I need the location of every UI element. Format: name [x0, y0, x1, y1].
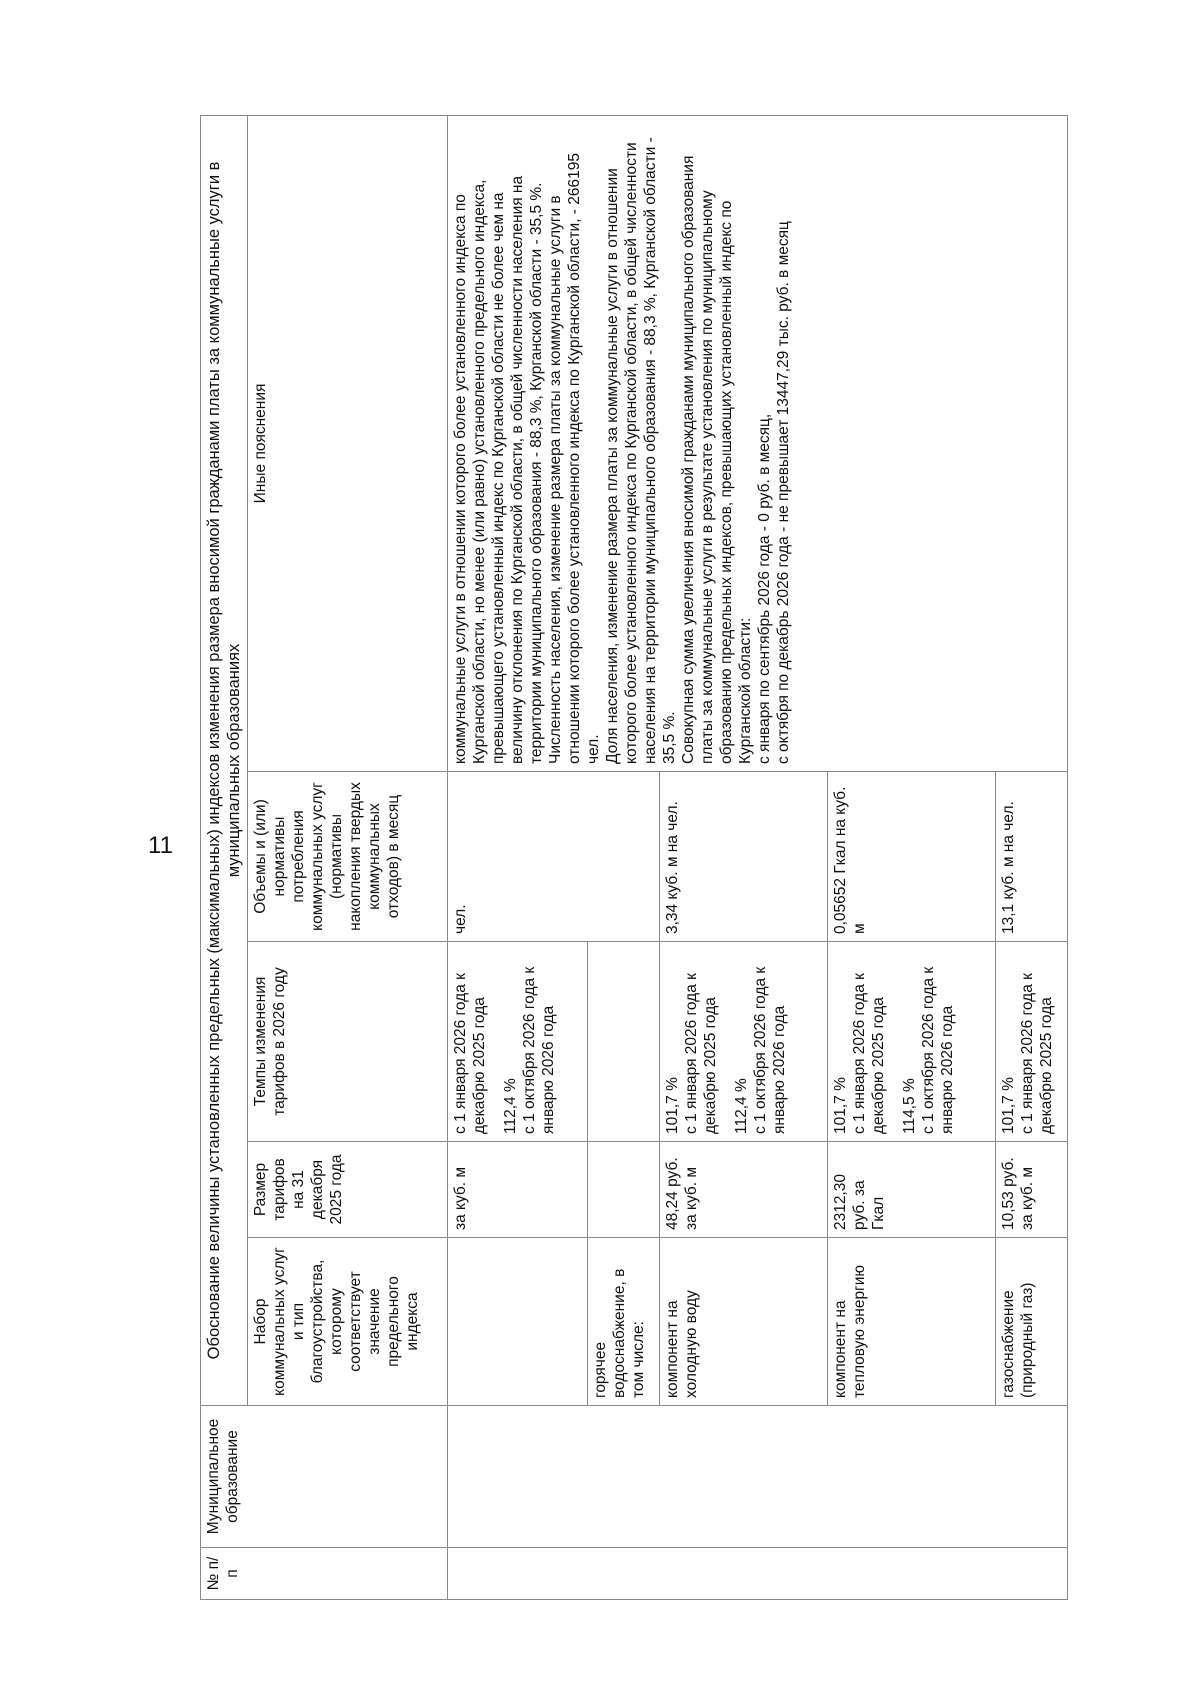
header-tariff: Размер тарифов на 31 декабря 2025 года	[248, 1142, 448, 1238]
cell-volume: чел.	[448, 772, 660, 942]
cell-set	[448, 1238, 588, 1406]
rate1-value: 101,7 %	[664, 1077, 681, 1134]
rate1-label: с 1 января 2026 года к декабрю 2025 года	[851, 973, 887, 1134]
rate1-label: с 1 января 2026 года к декабрю 2025 года	[1019, 973, 1055, 1134]
cell-rates	[660, 942, 828, 1142]
header-num: № п/п	[201, 1548, 448, 1600]
rate1-value: 101,7 %	[832, 1077, 849, 1134]
rate2-value: 112,4 %	[733, 1078, 750, 1134]
cell-set: компонент на холодную воду	[660, 1238, 828, 1406]
cell-tariff: 10,53 руб. за куб. м	[996, 1142, 1068, 1238]
cell-tariff	[588, 1142, 660, 1238]
page-number: 11	[148, 832, 173, 859]
cell-municipality	[448, 1406, 1068, 1548]
rate1-label: с 1 января 2026 года к декабрю 2025 года	[683, 973, 719, 1134]
cell-notes: коммунальные услуги в отношении которого более установленного индекса по Курганской области, но менее (или равно) установленного предельного индекса, превышающего установленный индекс по Курганской области не более чем на величину отклонения по Курганской области, в общей численности населения на территории муниципального образования - 88,3 %, Курганской области - 35,5 %. Численность населения, изменение размера платы за коммунальные услуги в отношении которого более установленного индекса по Курганской области, - 266195 чел. Доля населения, изменение размера платы за коммунальные услуги в отношении которого более установленного индекса по Курганской области, в общей численности населения на территории муниципального образования - 88,3 %, Курганской области - 35,5 %. Совокупная сумма увеличения вносимой гражданами муниципального образования платы за коммунальные услуги в результате установления по муниципальному образованию предельных индексов, превышающих установленный индекс по Курганской области: с января по сентябрь 2026 года - 0 руб. в месяц, с октября по декабрь 2026 года - не превышает 13447,29 тыс. руб. в месяц	[448, 115, 1068, 771]
header-volumes: Объемы и (или) нормативы потребления коммунальных услуг (нормативы накопления твердых коммунальных отходов) в месяц	[248, 772, 448, 942]
cell-rates	[588, 942, 660, 1142]
cell-rates	[996, 942, 1068, 1142]
rate1-label: с 1 января 2026 года к декабрю 2025 года	[452, 973, 488, 1134]
cell-volume: 0,05652 Гкал на куб. м	[828, 772, 996, 942]
rate2-label: с 1 октября 2026 года к январю 2026 года	[521, 966, 557, 1134]
rate2-value: 112,4 %	[502, 1078, 519, 1134]
header-rates: Темпы изменения тарифов в 2026 году	[248, 942, 448, 1142]
cell-tariff: 2312,30 руб. за Гкал	[828, 1142, 996, 1238]
cell-volume: 13,1 куб. м на чел.	[996, 772, 1068, 942]
rate1-value: 101,7 %	[1000, 1077, 1017, 1134]
cell-volume: 3,34 куб. м на чел.	[660, 772, 828, 942]
cell-tariff: 48,24 руб. за куб. м	[660, 1142, 828, 1238]
rate2-value: 114,5 %	[901, 1078, 918, 1134]
cell-set: газоснабжение (природный газ)	[996, 1238, 1068, 1406]
cell-set: горячее водоснабжение, в том числе:	[588, 1238, 660, 1406]
justification-table	[200, 115, 1068, 1600]
header-municipality: Муниципальное образование	[201, 1406, 448, 1548]
cell-set: компонент на тепловую энергию	[828, 1238, 996, 1406]
header-set: Набор коммунальных услуг и тип благоустройства, которому соответствует значение предельного индекса	[248, 1238, 448, 1406]
cell-num	[448, 1548, 1068, 1600]
cell-tariff: за куб. м	[448, 1142, 588, 1238]
header-notes: Иные пояснения	[248, 115, 448, 771]
rotated-table-container	[200, 116, 1140, 1600]
table-title: Обоснование величины установленных предельных (максимальных) индексов изменения размера вносимой гражданами платы за коммунальные услуги в муниципальных образованиях	[201, 115, 248, 1405]
cell-rates	[828, 942, 996, 1142]
table-row	[448, 115, 588, 1599]
rate2-label: с 1 октября 2026 года к январю 2026 года	[920, 966, 956, 1134]
rate2-label: с 1 октября 2026 года к январю 2026 года	[752, 966, 788, 1134]
cell-rates	[448, 942, 588, 1142]
